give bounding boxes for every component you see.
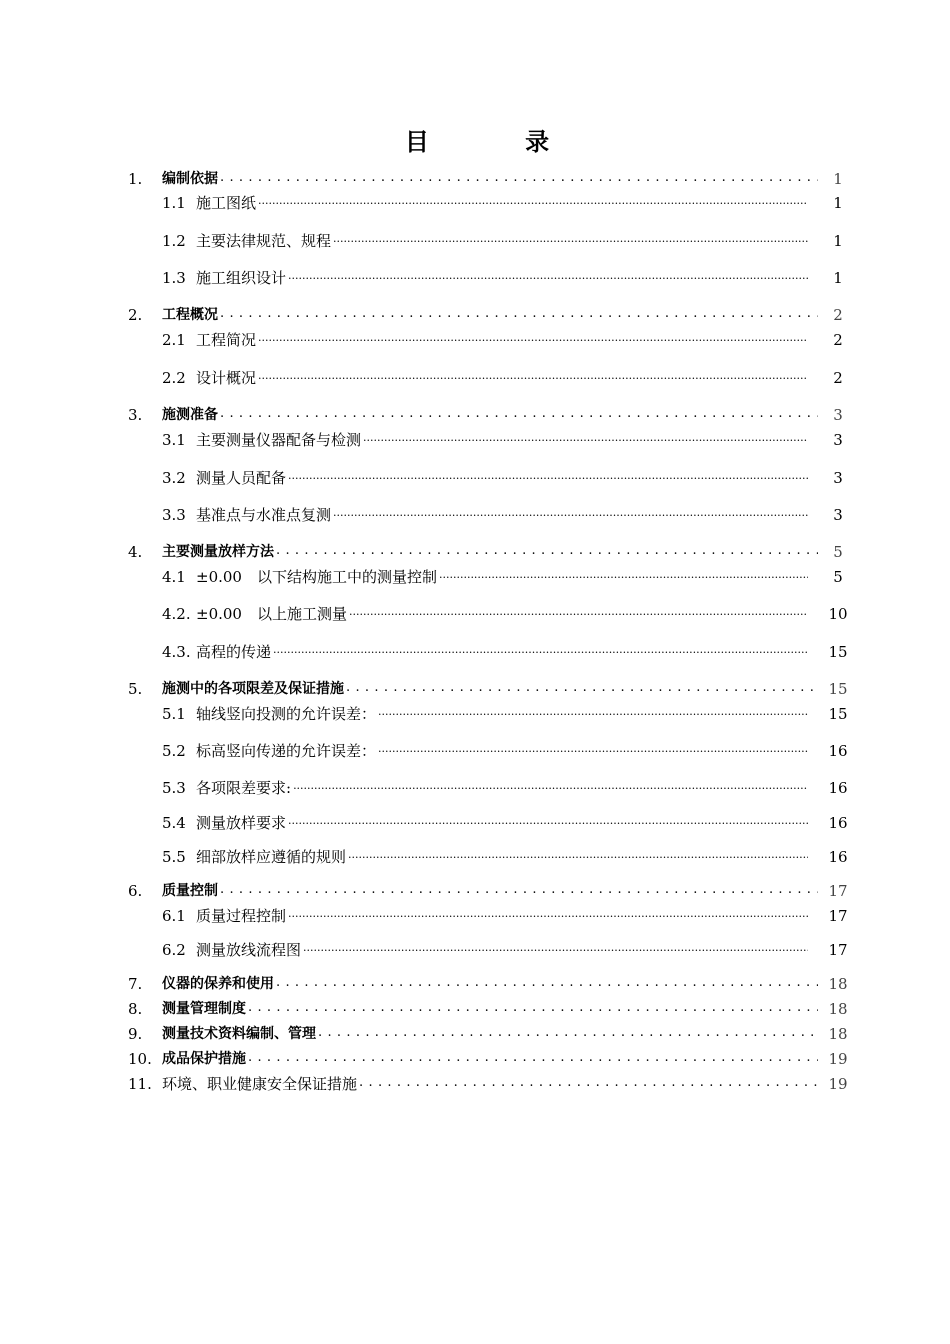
toc-entry-title: 测量管理制度 xyxy=(162,1001,246,1017)
toc-entry[interactable] xyxy=(128,1021,848,1043)
toc-entry-title: 编制依据 xyxy=(162,171,218,187)
toc-entry-title: 施测中的各项限差及保证措施 xyxy=(162,681,344,697)
toc-entry[interactable] xyxy=(162,701,848,723)
toc-entry[interactable] xyxy=(162,937,848,959)
toc-entry-page: 16 xyxy=(828,779,848,797)
toc-entry-page: 3 xyxy=(833,506,843,524)
toc-entry-number: 2.1 xyxy=(162,331,186,349)
dot-leader xyxy=(288,908,808,922)
dot-leader xyxy=(288,470,808,484)
toc-entry-title: 质量过程控制 xyxy=(196,907,287,925)
toc-entry-title: 测量人员配备 xyxy=(196,469,287,487)
toc-entry-page: 15 xyxy=(828,643,848,661)
toc-entry-title: 工程概况 xyxy=(162,307,218,323)
toc-entry-number: 1.3 xyxy=(162,269,186,287)
toc-entry-number: 1.1 xyxy=(162,194,186,212)
toc-entry-number: 8. xyxy=(128,1000,143,1018)
toc-entry-page: 2 xyxy=(833,306,843,324)
dot-leader xyxy=(318,1026,818,1040)
toc-entry-page: 3 xyxy=(833,469,843,487)
dot-leader xyxy=(288,270,808,284)
toc-entry-page: 16 xyxy=(828,742,848,760)
toc-entry[interactable] xyxy=(162,564,848,586)
toc-entry-number: 4.2. xyxy=(162,605,191,623)
toc-entry[interactable] xyxy=(162,775,848,797)
toc-entry-number: 1.2 xyxy=(162,232,186,250)
toc-entry-page: 1 xyxy=(833,232,843,250)
toc-entry-title: 主要测量放样方法 xyxy=(162,544,274,560)
toc-entry[interactable] xyxy=(162,228,848,250)
toc-entry-title: 测量放线流程图 xyxy=(196,941,302,959)
toc-entry-page: 16 xyxy=(828,848,848,866)
toc-entry-title: 设计概况 xyxy=(196,369,257,387)
toc-entry-title: 施测准备 xyxy=(162,407,218,423)
toc-entry-title: 质量控制 xyxy=(162,883,218,899)
dot-leader xyxy=(333,233,808,247)
toc-entry[interactable] xyxy=(162,601,848,623)
toc-entry[interactable] xyxy=(128,402,848,424)
toc-entry-title: ±0.00 以下结构施工中的测量控制 xyxy=(196,568,437,586)
toc-entry-number: 3.1 xyxy=(162,431,186,449)
dot-leader xyxy=(220,171,818,185)
toc-entry-number: 6.1 xyxy=(162,907,186,925)
toc-entry[interactable] xyxy=(128,676,848,698)
toc-entry-title: 工程简况 xyxy=(196,331,257,349)
dot-leader xyxy=(273,644,808,658)
toc-entry-page: 2 xyxy=(833,331,843,349)
toc-entry[interactable] xyxy=(128,1046,848,1068)
dot-leader xyxy=(348,849,808,863)
toc-entry-page: 18 xyxy=(828,1025,848,1043)
toc-entry[interactable] xyxy=(162,265,848,287)
dot-leader xyxy=(220,307,818,321)
toc-entry[interactable] xyxy=(162,502,848,524)
toc-entry[interactable] xyxy=(128,1071,848,1093)
toc-entry-page: 18 xyxy=(828,975,848,993)
toc-entry-title: ±0.00 以上施工测量 xyxy=(196,605,347,623)
toc-entry-title: 细部放样应遵循的规则 xyxy=(196,848,347,866)
toc-entry[interactable] xyxy=(162,639,848,661)
toc-entry-number: 1. xyxy=(128,170,143,188)
toc-entry-page: 17 xyxy=(828,882,848,900)
toc-entry[interactable] xyxy=(162,903,848,925)
toc-entry-title: 测量技术资料编制、管理 xyxy=(162,1026,316,1042)
toc-entry-page: 5 xyxy=(833,568,843,586)
toc-entry[interactable] xyxy=(128,166,848,188)
toc-entry-page: 15 xyxy=(828,680,848,698)
toc-entry[interactable] xyxy=(162,327,848,349)
toc-entry-number: 5. xyxy=(128,680,143,698)
toc-entry-title: 主要测量仪器配备与检测 xyxy=(196,431,362,449)
toc-entry-number: 2. xyxy=(128,306,143,324)
toc-entry-page: 2 xyxy=(833,369,843,387)
toc-entry-number: 2.2 xyxy=(162,369,186,387)
toc-entry-title: 成品保护措施 xyxy=(162,1051,246,1067)
toc-entry-number: 5.2 xyxy=(162,742,186,760)
toc-entry-title: 施工图纸 xyxy=(196,194,257,212)
dot-leader xyxy=(359,1076,818,1090)
toc-entry-number: 4. xyxy=(128,543,143,561)
toc-entry[interactable] xyxy=(162,427,848,449)
toc-entry-number: 3. xyxy=(128,406,143,424)
toc-entry-title: 轴线竖向投测的允许误差： xyxy=(196,705,377,723)
dot-leader xyxy=(248,1001,818,1015)
toc-entry-page: 18 xyxy=(828,1000,848,1018)
toc-entry-page: 3 xyxy=(833,406,843,424)
dot-leader xyxy=(303,942,808,956)
toc-entry-number: 5.4 xyxy=(162,814,186,832)
toc-entry-title: 高程的传递 xyxy=(196,643,272,661)
dot-leader xyxy=(288,815,808,829)
toc-entry-page: 5 xyxy=(833,543,843,561)
dot-leader xyxy=(220,407,818,421)
toc-entry-number: 3.2 xyxy=(162,469,186,487)
toc-entry[interactable] xyxy=(162,738,848,760)
toc-entry-title: 仪器的保养和使用 xyxy=(162,976,274,992)
toc-entry-title: 测量放样要求 xyxy=(196,814,287,832)
toc-entry-number: 7. xyxy=(128,975,143,993)
dot-leader xyxy=(363,432,808,446)
toc-entry-title: 基准点与水准点复测 xyxy=(196,506,332,524)
toc-entry-title: 标高竖向传递的允许误差： xyxy=(196,742,377,760)
toc-entry[interactable] xyxy=(128,878,848,900)
toc-entry[interactable] xyxy=(162,844,848,866)
dot-leader xyxy=(258,195,808,209)
dot-leader xyxy=(276,544,818,558)
toc-entry-page: 1 xyxy=(833,170,843,188)
dot-leader xyxy=(293,780,808,794)
dot-leader xyxy=(276,976,818,990)
toc-entry-number: 10. xyxy=(128,1050,152,1068)
page-title: 目 录 xyxy=(404,127,594,156)
dot-leader xyxy=(333,507,808,521)
toc-entry-number: 6.2 xyxy=(162,941,186,959)
toc-entry-number: 9. xyxy=(128,1025,143,1043)
toc-entry[interactable] xyxy=(128,971,848,993)
dot-leader xyxy=(258,332,808,346)
dot-leader xyxy=(378,706,808,720)
toc-entry-page: 16 xyxy=(828,814,848,832)
toc-entry-number: 3.3 xyxy=(162,506,186,524)
toc-entry-page: 17 xyxy=(828,907,848,925)
toc-entry-page: 19 xyxy=(828,1050,848,1068)
dot-leader xyxy=(349,606,808,620)
toc-entry-title: 施工组织设计 xyxy=(196,269,287,287)
toc-entry[interactable] xyxy=(162,365,848,387)
dot-leader xyxy=(258,370,808,384)
toc-entry-page: 1 xyxy=(833,194,843,212)
toc-entry[interactable] xyxy=(128,302,848,324)
toc-entry-page: 17 xyxy=(828,941,848,959)
toc-entry-page: 19 xyxy=(828,1075,848,1093)
dot-leader xyxy=(248,1051,818,1065)
toc-entry-page: 10 xyxy=(828,605,848,623)
toc-entry-page: 1 xyxy=(833,269,843,287)
dot-leader xyxy=(439,569,808,583)
toc-entry[interactable] xyxy=(162,465,848,487)
toc-entry-number: 4.1 xyxy=(162,568,186,586)
dot-leader xyxy=(378,743,808,757)
toc-entry[interactable] xyxy=(162,190,848,212)
toc-entry-page: 3 xyxy=(833,431,843,449)
toc-entry[interactable] xyxy=(128,539,848,561)
toc-entry-title: 各项限差要求: xyxy=(196,779,292,797)
toc-entry-number: 5.1 xyxy=(162,705,186,723)
toc-entry-number: 5.3 xyxy=(162,779,186,797)
toc-entry[interactable] xyxy=(162,810,848,832)
toc-entry[interactable] xyxy=(128,996,848,1018)
dot-leader xyxy=(346,681,818,695)
toc-entry-page: 15 xyxy=(828,705,848,723)
toc-entry-number: 5.5 xyxy=(162,848,186,866)
toc-entry-title: 主要法律规范、规程 xyxy=(196,232,332,250)
toc-entry-number: 4.3. xyxy=(162,643,191,661)
toc-entry-title: 环境、职业健康安全保证措施 xyxy=(162,1075,358,1093)
dot-leader xyxy=(220,883,818,897)
toc-entry-number: 6. xyxy=(128,882,143,900)
toc-entry-number: 11. xyxy=(128,1075,152,1093)
